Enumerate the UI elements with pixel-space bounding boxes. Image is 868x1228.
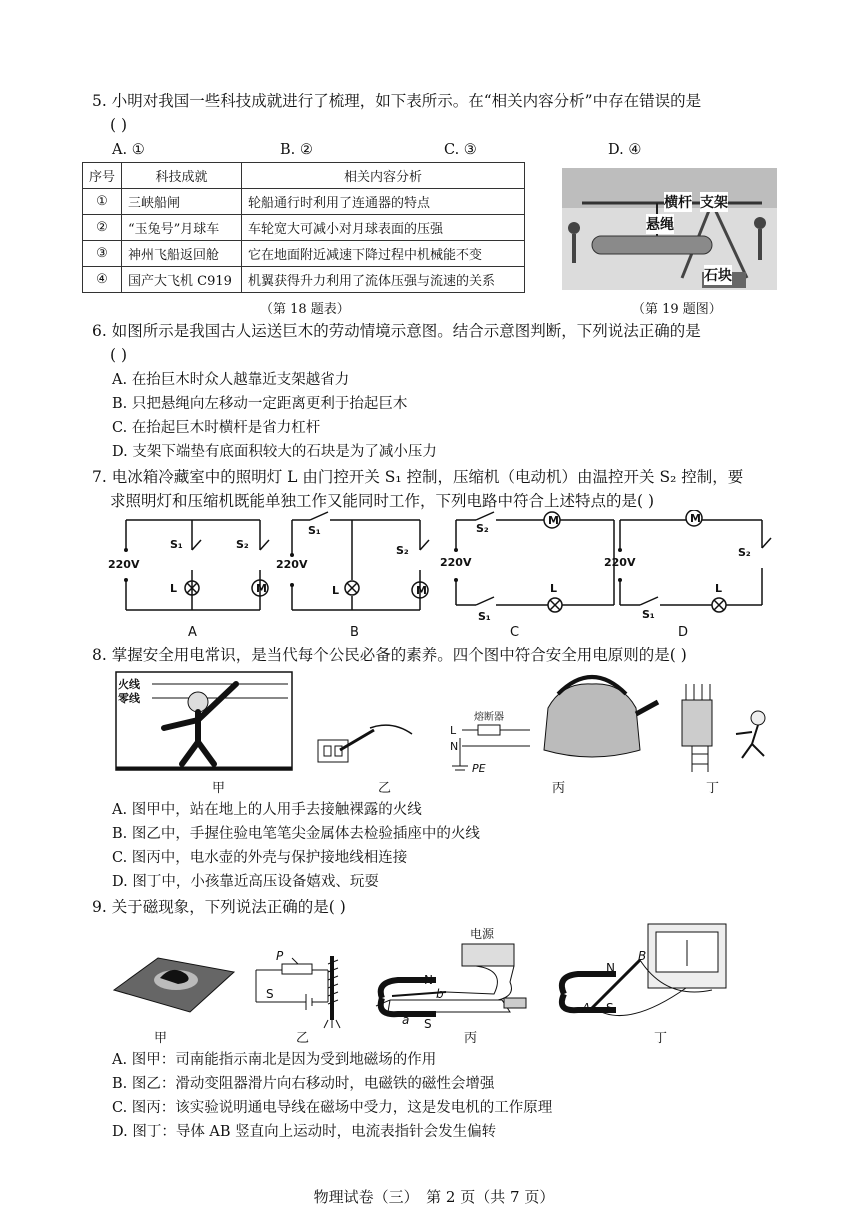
q9-option-c: C. 图丙：该实验说明通电导线在磁场中受力，这是发电机的工作原理: [112, 1100, 553, 1116]
label-motor: M: [548, 514, 559, 527]
high-voltage-equipment-icon: [682, 700, 712, 746]
q5-option-b: B. ②: [280, 142, 313, 158]
label-pe: PE: [472, 762, 486, 775]
q7-stem-line2: 求照明灯和压缩机既能单独工作又能同时工作，下列电路中符合上述特点的是( ): [110, 492, 655, 510]
col-header-analysis: 相关内容分析: [242, 163, 525, 189]
table-row: [83, 267, 525, 293]
figure-sinan: [114, 958, 234, 1012]
q6-answer-blank: ( ): [110, 346, 128, 364]
label-s2: S₂: [738, 546, 751, 559]
fig-label-yi: 乙: [378, 781, 392, 796]
label-A-ding: A: [582, 1001, 591, 1015]
label-motor: M: [416, 584, 427, 597]
label-n: N: [450, 740, 459, 753]
label-s1: S₁: [478, 610, 491, 623]
q9-option-d: D. 图丁：导体 AB 竖直向上运动时，电流表指针会发生偏转: [112, 1124, 497, 1140]
conductor-ab: [592, 960, 640, 1008]
label-n-ding: N: [606, 961, 615, 975]
safety-figures: [112, 668, 792, 798]
q6-option-d: D. 支架下端垫有底面积较大的石块是为了减小压力: [112, 444, 437, 460]
fig-label-yi: 乙: [296, 1031, 310, 1046]
figure-yi: [318, 725, 412, 762]
table-caption: （第 18 题表）: [260, 302, 350, 317]
label-n-bing: N: [424, 973, 433, 987]
q6-stem-line1: 6. 如图所示是我国古人运送巨木的劳动情境示意图。结合示意图判断，下列说法正确的是: [92, 322, 701, 340]
cell-achievement: “玉兔号”月球车: [122, 215, 242, 241]
q8-option-b: B. 图乙中，手握住验电笔笔尖金属体去检验插座中的火线: [112, 826, 480, 842]
fig-label-ding: 丁: [706, 781, 720, 796]
label-power-supply: 电源: [470, 927, 495, 941]
magnetism-figures: [106, 920, 796, 1048]
label-voltage: 220V: [604, 556, 636, 569]
label-s1: S₁: [308, 524, 321, 537]
q8-stem: 8. 掌握安全用电常识，是当代每个公民必备的素养。四个图中符合安全用电原则的是( ): [92, 646, 687, 664]
q8-option-d: D. 图丁中，小孩靠近高压设备嬉戏、玩耍: [112, 874, 379, 890]
label-voltage: 220V: [276, 558, 308, 571]
person-icon: [754, 217, 766, 229]
fig-label-bing: 丙: [464, 1031, 478, 1046]
cell-analysis: 轮船通行时利用了连通器的特点: [242, 189, 525, 215]
col-header-index: 序号: [83, 163, 122, 189]
circuit-label-c: C: [510, 625, 520, 640]
circuit-label-a: A: [188, 625, 197, 640]
label-neutral-wire: 零线: [118, 692, 140, 705]
label-voltage: 220V: [440, 556, 472, 569]
figure-ding: [682, 684, 765, 772]
q6-option-c: C. 在抬起巨木时横杆是省力杠杆: [112, 420, 321, 436]
rheostat-icon: [282, 964, 312, 974]
table-row: [83, 241, 525, 267]
fig-label-jia: 甲: [154, 1031, 168, 1046]
label-lamp: L: [170, 582, 178, 595]
table-header-row: [83, 163, 525, 189]
label-s2: S₂: [476, 522, 489, 535]
switch-icon: [504, 998, 526, 1008]
fig-label-jia: 甲: [212, 781, 226, 796]
label-b-bing: b: [436, 987, 444, 1001]
cell-analysis: 机翼获得升力利用了流体压强与流速的关系: [242, 267, 525, 293]
cell-index: ①: [83, 189, 122, 215]
label-s-ding: S: [606, 1001, 614, 1015]
label-s1: S₁: [170, 538, 183, 551]
label-stone: 石块: [704, 265, 732, 285]
circuit-label-d: D: [678, 625, 689, 640]
fig-label-ding: 丁: [654, 1031, 668, 1046]
cell-achievement: 国产大飞机 C919: [122, 267, 242, 293]
label-lamp: L: [332, 584, 340, 597]
cell-index: ②: [83, 215, 122, 241]
col-header-achievement: 科技成就: [122, 163, 242, 189]
q9-option-b: B. 图乙：滑动变阻器滑片向右移动时，电磁铁的磁性会增强: [112, 1076, 495, 1092]
q5-option-c: C. ③: [444, 142, 477, 158]
cell-index: ④: [83, 267, 122, 293]
figure-caption: （第 19 题图）: [632, 302, 722, 317]
label-s2: S₂: [396, 544, 409, 557]
label-crossbar: 横杆: [664, 192, 692, 212]
achievements-table: [82, 162, 525, 293]
label-s-yi: S: [266, 987, 274, 1001]
figure-motor-experiment: [376, 944, 526, 1014]
label-support: 支架: [700, 192, 728, 212]
circuit-a: [126, 520, 269, 610]
label-motor: M: [256, 582, 267, 595]
kettle-icon: [544, 684, 640, 757]
child-icon: [751, 711, 765, 725]
label-s-bing: S: [424, 1017, 432, 1031]
fuse-icon: [478, 725, 500, 735]
q8-option-c: C. 图丙中，电水壶的外壳与保护接地线相连接: [112, 850, 408, 866]
q8-option-a: A. 图甲中，站在地上的人用手去接触裸露的火线: [112, 802, 422, 818]
label-p: P: [276, 949, 284, 963]
q6-option-b: B. 只把悬绳向左移动一定距离更利于抬起巨木: [112, 396, 408, 412]
q9-option-a: A. 图甲：司南能指示南北是因为受到地磁场的作用: [112, 1052, 437, 1068]
label-motor: M: [690, 512, 701, 525]
fig-label-bing: 丙: [552, 781, 566, 796]
hand-icon: [370, 725, 412, 734]
table-row: [83, 215, 525, 241]
q5-option-a: A. ①: [112, 142, 145, 158]
q9-stem: 9. 关于磁现象，下列说法正确的是( ): [92, 898, 346, 916]
label-l: L: [450, 724, 457, 737]
cell-achievement: 神州飞船返回舱: [122, 241, 242, 267]
circuit-label-b: B: [350, 625, 359, 640]
label-lamp: L: [715, 582, 723, 595]
page-footer: 物理试卷（三） 第 2 页（共 7 页）: [313, 1188, 555, 1206]
label-fuse: 熔断器: [474, 712, 504, 723]
figure-bing: [450, 677, 658, 775]
label-voltage: 220V: [108, 558, 140, 571]
label-B-ding: B: [638, 949, 647, 963]
label-lamp: L: [550, 582, 558, 595]
person-icon: [568, 222, 580, 234]
cell-analysis: 它在地面附近减速下降过程中机械能不变: [242, 241, 525, 267]
power-supply-icon: [462, 944, 514, 966]
cell-achievement: 三峡船闸: [122, 189, 242, 215]
table-row: [83, 189, 525, 215]
cell-index: ③: [83, 241, 122, 267]
label-rope: 悬绳: [646, 214, 674, 234]
circuit-d: [620, 510, 771, 612]
label-s2: S₂: [236, 538, 249, 551]
circuit-diagrams: [104, 510, 784, 640]
q5-stem-line1: 5. 小明对我国一些科技成就进行了梳理，如下表所示。在“相关内容分析”中存在错误的是: [92, 92, 702, 110]
q5-option-d: D. ④: [608, 142, 642, 158]
label-a-bing: a: [402, 1013, 410, 1027]
giant-log: [592, 236, 712, 254]
cell-analysis: 车轮宽大可减小对月球表面的压强: [242, 215, 525, 241]
q7-stem-line1: 7. 电冰箱冷藏室中的照明灯 L 由门控开关 S₁ 控制，压缩机（电动机）由温控开关 S₂ 控制，要: [92, 468, 744, 486]
figure-jia: [116, 672, 292, 770]
q5-answer-blank: ( ): [110, 116, 128, 134]
label-s1: S₁: [642, 608, 655, 621]
q6-option-a: A. 在抬巨木时众人越靠近支架越省力: [112, 372, 350, 388]
label-live-wire: 火线: [118, 678, 140, 691]
